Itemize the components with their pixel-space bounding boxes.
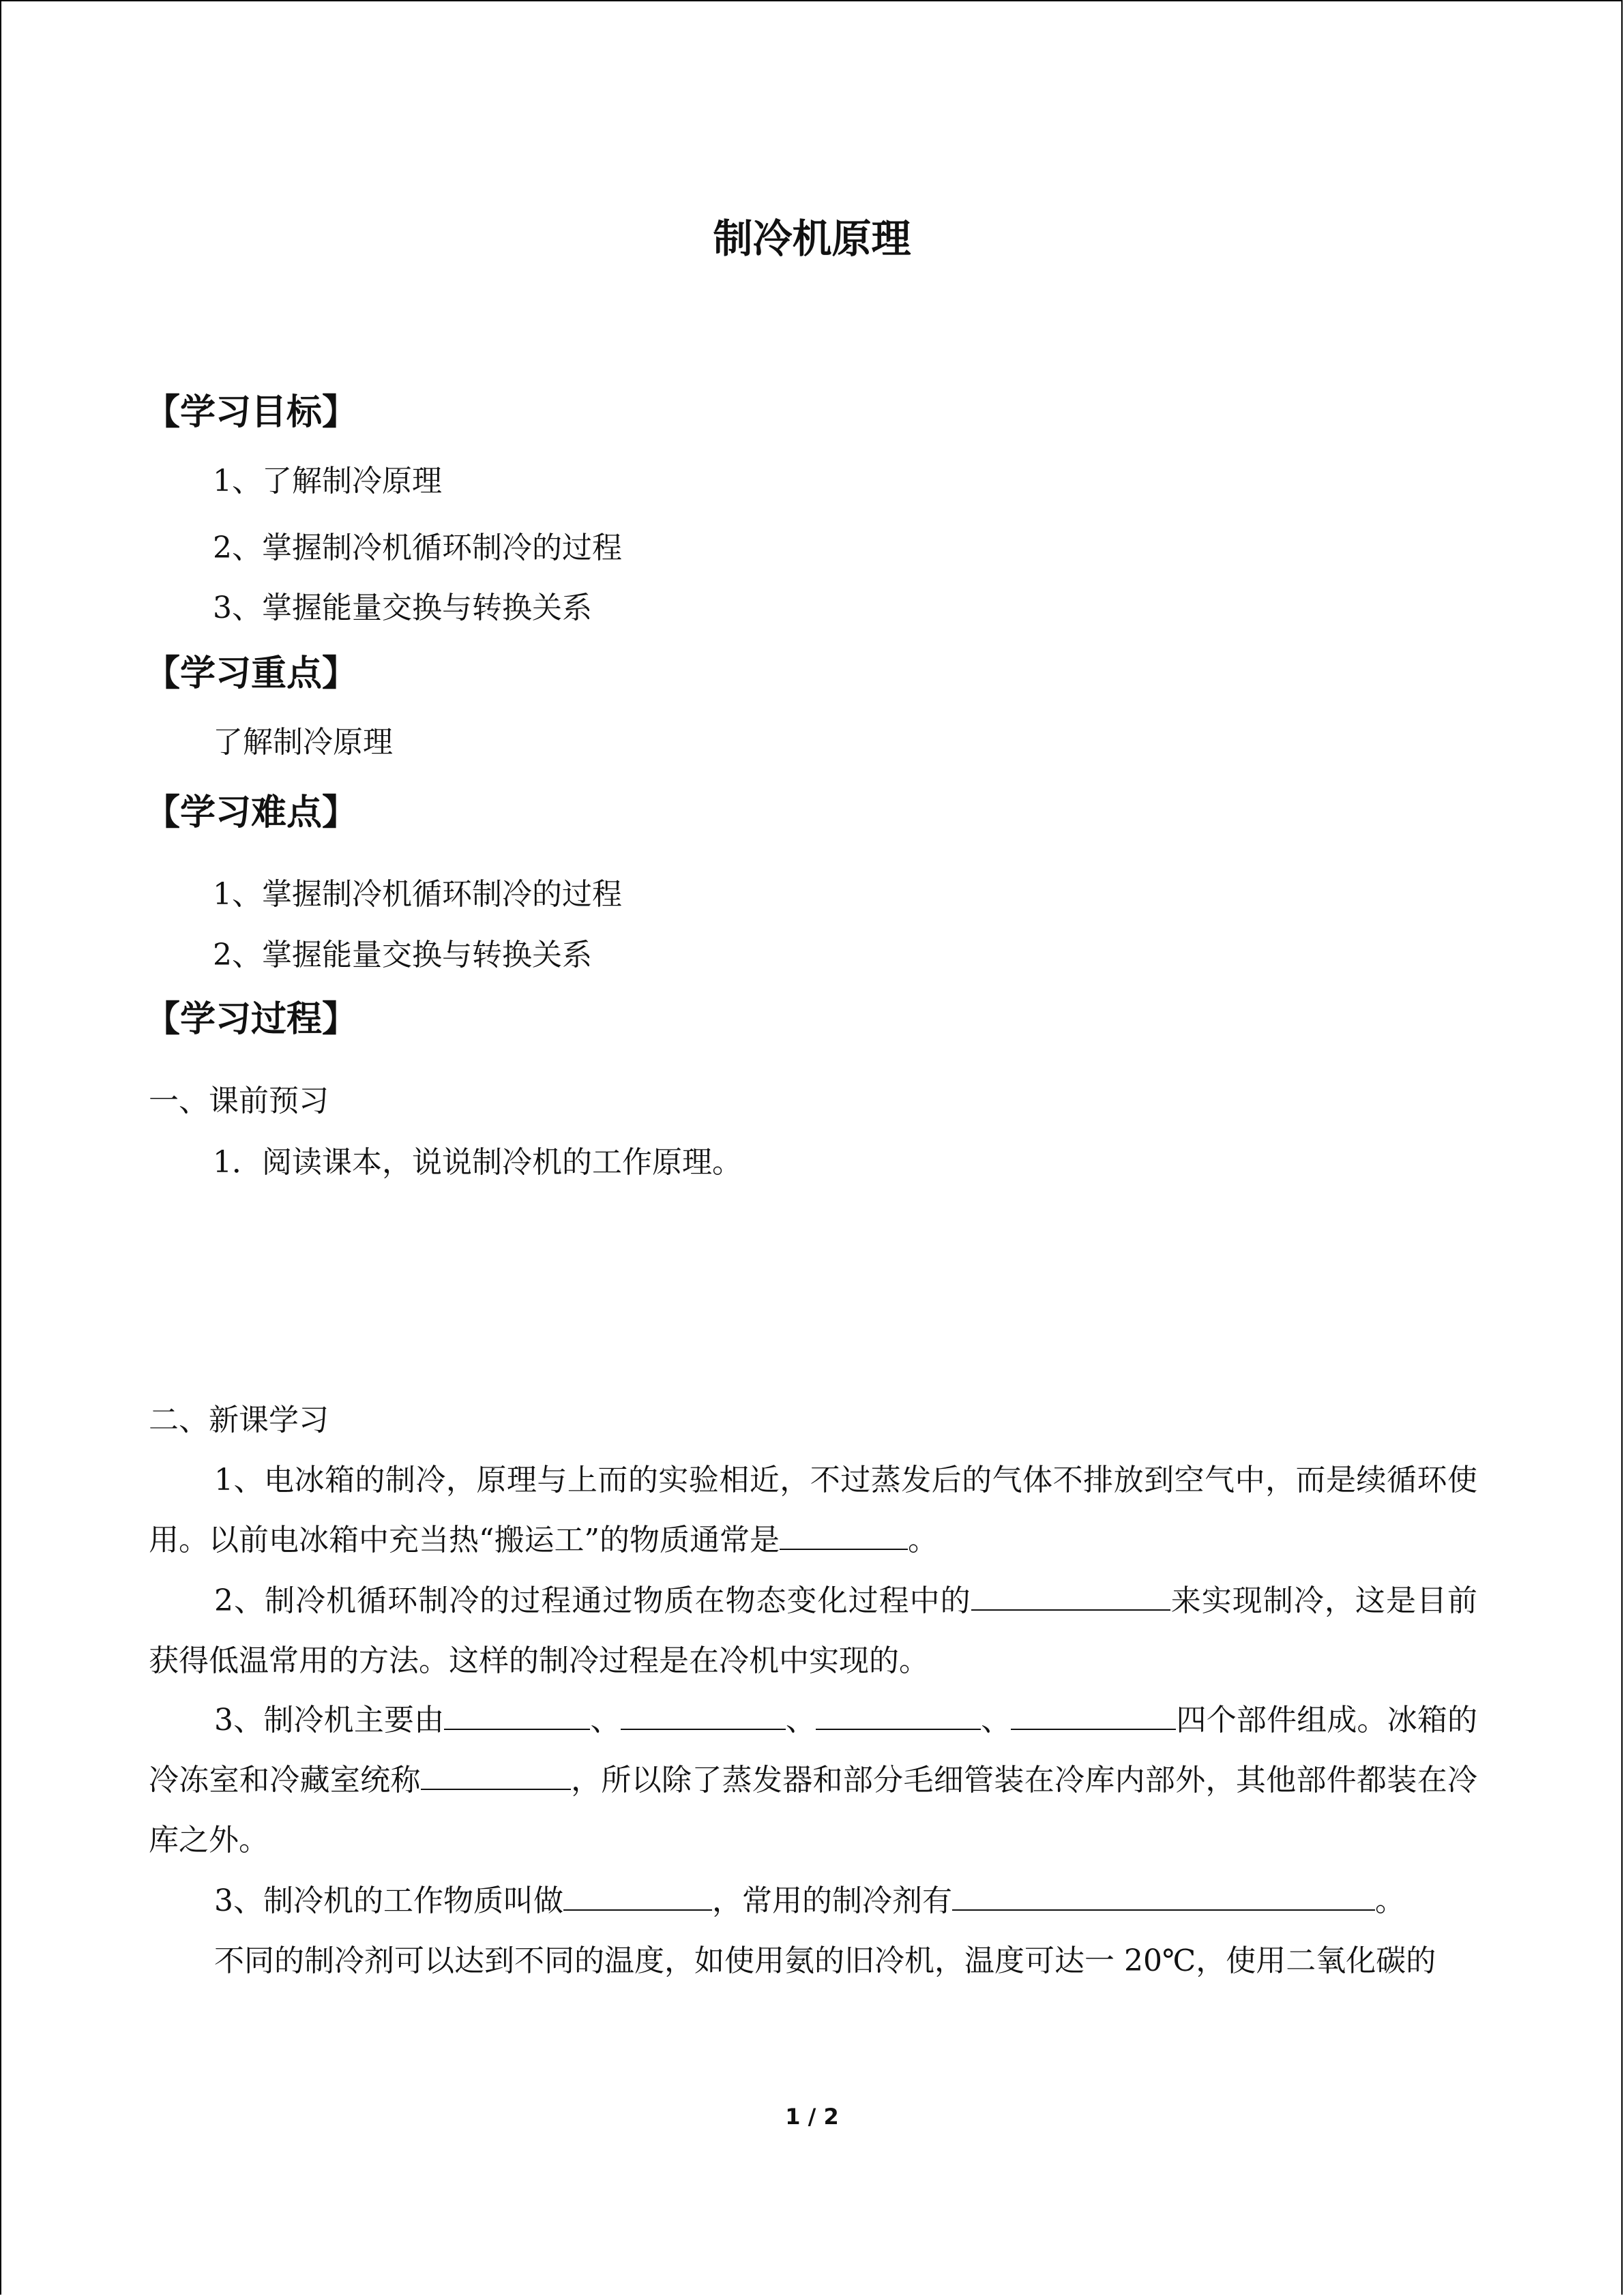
lesson-paragraph-1	[149, 1450, 1477, 1570]
objectives-heading: 【学习目标】	[145, 392, 358, 433]
paragraph-text: 3、制冷机主要由	[214, 1703, 445, 1738]
paragraph-text: 3、制冷机的工作物质叫做	[214, 1883, 563, 1918]
paragraph-text: ，常用的制冷剂有	[712, 1883, 952, 1918]
paragraph-text: 来实现制冷，这是目前获得低温常用的方法。这样的制冷过程是在冷机中实现的。	[149, 1583, 1478, 1678]
difficulty-item-1: 1、掌握制冷机循环制冷的过程	[213, 877, 622, 912]
lesson-paragraph-4	[149, 1871, 1477, 1931]
key-points-text: 了解制冷原理	[213, 725, 393, 760]
fill-blank-common-refrigerants[interactable]	[952, 1879, 1375, 1911]
fill-blank-refrigerant[interactable]	[780, 1519, 908, 1550]
key-points-heading: 【学习重点】	[145, 653, 358, 694]
lesson-paragraph-5: 不同的制冷剂可以达到不同的温度，如使用氨的旧冷机，温度可达一 20℃，使用二氧化碳的	[214, 1943, 1436, 1978]
paragraph-text: 。	[908, 1523, 938, 1557]
paragraph-text: 四个部件组成。冰箱的冷冻室和冷藏室统称	[149, 1703, 1478, 1798]
lesson-paragraph-3	[149, 1690, 1477, 1870]
process-heading: 【学习过程】	[145, 999, 358, 1040]
fill-blank-component-2[interactable]	[621, 1699, 786, 1730]
paragraph-text: ，所以除了蒸发器和部分毛细管装在冷库内部外，其他部件都装在冷库之外。	[149, 1763, 1478, 1858]
paragraph-text: 2、制冷机循环制冷的过程通过物质在物态变化过程中的	[214, 1583, 971, 1618]
page-number: 1 / 2	[785, 2104, 839, 2130]
new-lesson-heading: 二、新课学习	[149, 1403, 329, 1437]
fill-blank-component-4[interactable]	[1011, 1699, 1176, 1730]
fill-blank-phase-change[interactable]	[971, 1579, 1170, 1611]
fill-blank-component-3[interactable]	[816, 1699, 981, 1730]
separator: 、	[590, 1703, 621, 1738]
objective-item-3: 3、掌握能量交换与转换关系	[213, 591, 592, 625]
page-title: 制冷机原理	[713, 215, 911, 262]
preview-question-1: 1．阅读课本，说说制冷机的工作原理。	[213, 1145, 742, 1180]
paragraph-text: 1、电冰箱的制冷，原理与上而的实验相近，不过蒸发后的气体不排放到空气中，而是续循环使用。以前电冰箱中充当热“搬运工”的物质通常是	[149, 1463, 1477, 1557]
difficulties-heading: 【学习难点】	[145, 792, 358, 833]
objective-item-2: 2、掌握制冷机循环制冷的过程	[213, 531, 622, 565]
fill-blank-component-1[interactable]	[444, 1699, 590, 1730]
paragraph-text: 。	[1375, 1883, 1405, 1918]
fill-blank-cold-storage[interactable]	[421, 1759, 571, 1790]
preview-heading: 一、课前预习	[149, 1084, 329, 1118]
fill-blank-working-substance[interactable]	[563, 1879, 712, 1911]
lesson-paragraph-2	[149, 1571, 1477, 1691]
objective-item-1: 1、了解制冷原理	[213, 464, 442, 498]
separator: 、	[785, 1703, 816, 1738]
difficulty-item-2: 2、掌握能量交换与转换关系	[213, 938, 592, 972]
separator: 、	[981, 1703, 1012, 1738]
